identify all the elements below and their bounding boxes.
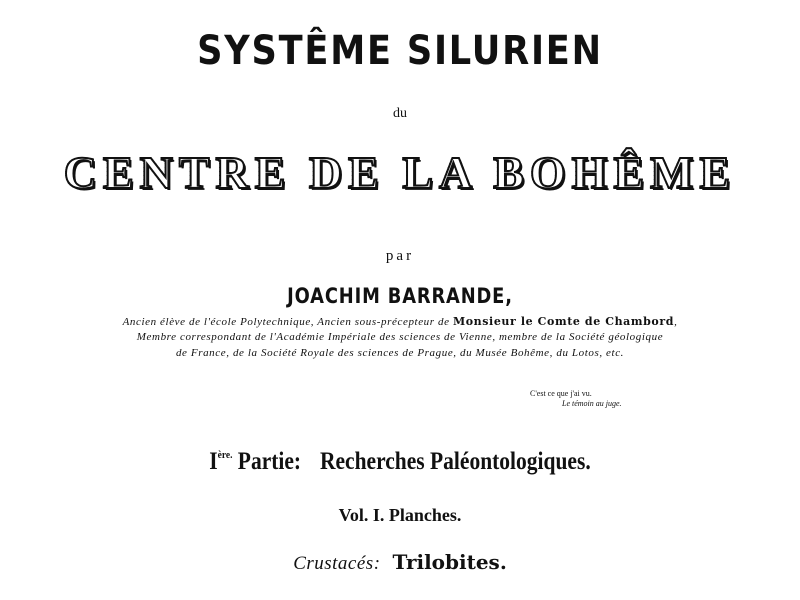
credentials-line-1-name: Monsieur le Comte de Chambord [452, 315, 675, 328]
volume-heading: Vol. I. Planches. [338, 505, 462, 525]
part-name: Recherches Paléontologiques. [319, 448, 591, 475]
crustaceans-heading [0, 550, 800, 575]
subtitle [0, 146, 800, 199]
author-credentials-line-1 [0, 315, 800, 328]
part-label: Partie: [237, 448, 302, 475]
credentials-line-1-end: , [674, 316, 678, 328]
motto-line-1: C'est ce que j'ai vu. [530, 389, 592, 398]
crustaceans-label: Crustacés: [293, 553, 381, 574]
main-title: SYSTÊME SILURIEN [197, 28, 603, 74]
motto-line-2: Le témoin au juge. [562, 399, 622, 408]
author-credentials-line-2: Membre correspondant de l'Académie Impériale des sciences de Vienne, membre de la Société géologique [136, 331, 664, 343]
part-heading [56, 448, 744, 476]
author-name: JOACHIM BARRANDE, [287, 284, 513, 308]
author-credentials-line-3: de France, de la Société Royale des sciences de Prague, du Musée Bohême, du Lotos, etc. [175, 347, 625, 359]
by-line: par [385, 248, 415, 264]
title-connector: du [393, 106, 407, 121]
part-ordinal: ère. [217, 449, 233, 461]
subtitle-text: CENTRE DE LA BOHÊME [63, 147, 737, 198]
credentials-line-1-start: Ancien élève de l'école Polytechnique, Ancien sous-précepteur de [122, 316, 453, 328]
part-numeral: I [209, 448, 218, 475]
crustaceans-group: Trilobites. [392, 550, 507, 574]
